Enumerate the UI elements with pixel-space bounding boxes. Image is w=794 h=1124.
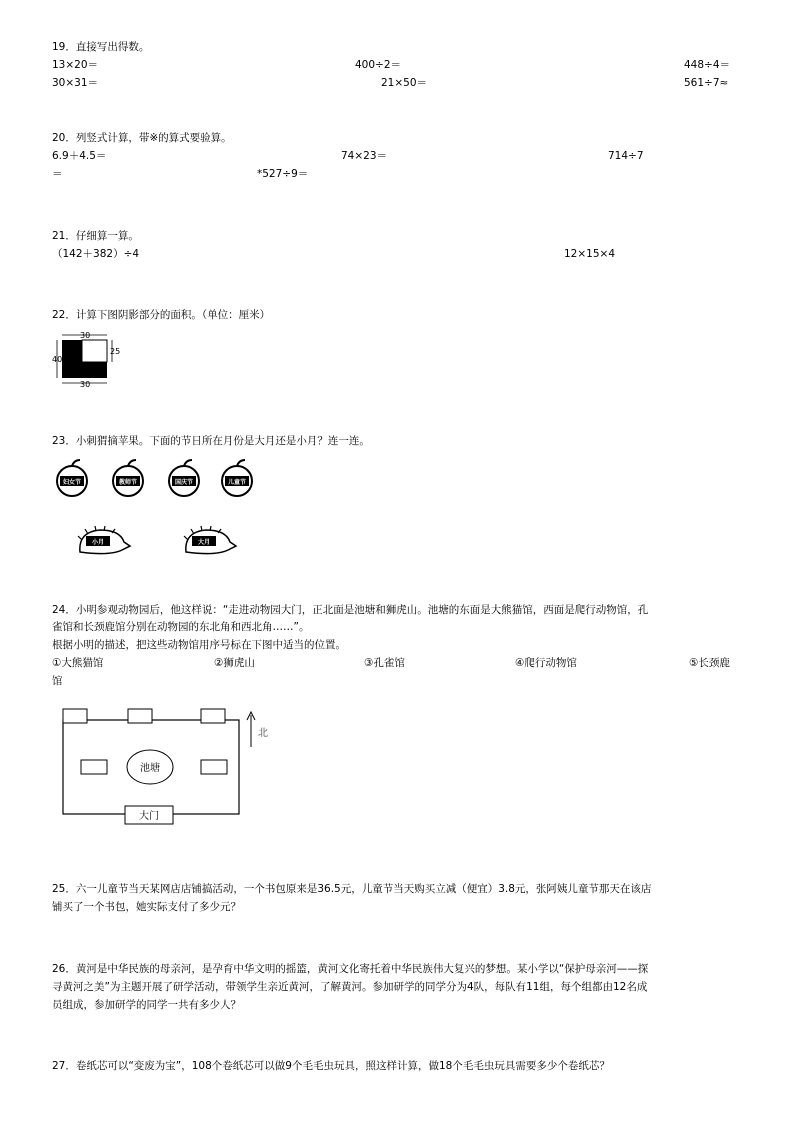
q20-item-1: 6.9＋4.5＝: [52, 150, 107, 162]
dim-top-label: 30: [80, 332, 91, 340]
q26-line-2: 寻黄河之美”为主题开展了研学活动，带领学生亲近黄河，了解黄河。参加研学的同学分为4队，每队有11组，每个组都由12名成: [52, 981, 648, 993]
q19-item-1: 13×20＝: [52, 59, 99, 71]
apple-label-4: 儿童节: [227, 479, 247, 486]
slot-north[interactable]: [128, 709, 152, 723]
hedgehog-apple-figure: [50, 456, 270, 566]
apple-1[interactable]: [57, 460, 87, 496]
pond-label: 池塘: [140, 763, 160, 774]
shaded-area-figure: [52, 332, 124, 388]
q24-line-3: 根据小明的描述，把这些动物馆用序号标在下图中适当的位置。: [52, 639, 346, 651]
q19-item-3: 448÷4＝: [684, 59, 731, 71]
q20-title: 20．列竖式计算，带※的算式要验算。: [52, 132, 232, 144]
q24-option-2: ②狮虎山: [214, 657, 255, 669]
hedgehog-label-2: 大月: [197, 539, 211, 546]
apple-label-2: 教师节: [118, 479, 138, 486]
q24-line-2: 雀馆和长颈鹿馆分别在动物园的东北角和西北角……”。: [52, 621, 310, 633]
q26-line-3: 员组成，参加研学的同学一共有多少人？: [52, 999, 241, 1011]
apple-4[interactable]: [222, 460, 252, 496]
q24-line-1: 24．小明参观动物园后，他这样说：“走进动物园大门，正北面是池塘和狮虎山。池塘的东面是大熊猫馆，西面是爬行动物馆，孔: [52, 604, 649, 616]
q20-item-4: ＝: [52, 168, 63, 180]
q21-item-2: 12×15×4: [564, 248, 615, 260]
zoo-map: [55, 702, 295, 832]
q24-option-3: ③孔雀馆: [364, 657, 405, 669]
apple-2[interactable]: [113, 460, 143, 496]
q19-title: 19．直接写出得数。: [52, 41, 150, 53]
apple-label-1: 妇女节: [62, 479, 82, 486]
q21-item-1: （142＋382）÷4: [52, 248, 140, 260]
apple-3[interactable]: [169, 460, 199, 496]
slot-west[interactable]: [81, 760, 107, 774]
hedgehog-label-1: 小月: [91, 539, 105, 546]
dim-left-label: 40: [52, 355, 63, 364]
gate-label: 大门: [139, 811, 159, 822]
dim-bottom-label: 30: [80, 380, 91, 388]
q27-line-1: 27．卷纸芯可以“变废为宝”，108个卷纸芯可以做9个毛毛虫玩具，照这样计算，做18个毛毛虫玩具需要多少个卷纸芯？: [52, 1060, 610, 1072]
q24-option-4: ④爬行动物馆: [515, 657, 577, 669]
dim-right-label: 25: [110, 347, 121, 356]
north-label: 北: [258, 728, 268, 739]
unshaded-square: [82, 340, 107, 362]
q22-title: 22．计算下图阴影部分的面积。（单位：厘米）: [52, 309, 271, 321]
slot-northwest[interactable]: [63, 709, 87, 723]
slot-northeast[interactable]: [201, 709, 225, 723]
q24-option-1: ①大熊猫馆: [52, 657, 104, 669]
q23-title: 23．小刺猬摘苹果。下面的节日所在月份是大月还是小月？连一连。: [52, 435, 370, 447]
q20-item-2: 74×23＝: [341, 150, 388, 162]
q26-line-1: 26．黄河是中华民族的母亲河，是孕育中华文明的摇篮，黄河文化寄托着中华民族伟大复兴的梦想。某小学以“保护母亲河——探: [52, 963, 649, 975]
hedgehog-1[interactable]: [78, 526, 130, 554]
q20-item-3: 714÷7: [608, 150, 644, 162]
q19-item-5: 21×50＝: [381, 77, 428, 89]
q21-title: 21．仔细算一算。: [52, 230, 139, 242]
q19-item-4: 30×31＝: [52, 77, 99, 89]
apple-label-3: 国庆节: [174, 479, 194, 486]
slot-east[interactable]: [201, 760, 227, 774]
q24-option-wrap: 馆: [52, 675, 63, 687]
q24-option-5: ⑤长颈鹿: [689, 657, 730, 669]
q20-item-5: *527÷9＝: [257, 168, 309, 180]
q25-line-2: 铺买了一个书包，她实际支付了多少元？: [52, 901, 241, 913]
hedgehog-2[interactable]: [184, 526, 236, 554]
q25-line-1: 25．六一儿童节当天某网店店铺搞活动，一个书包原来是36.5元，儿童节当天购买立减（便宜）3.8元，张阿姨儿童节那天在该店: [52, 883, 652, 895]
q19-item-2: 400÷2＝: [355, 59, 402, 71]
q19-item-6: 561÷7≈: [684, 77, 729, 89]
